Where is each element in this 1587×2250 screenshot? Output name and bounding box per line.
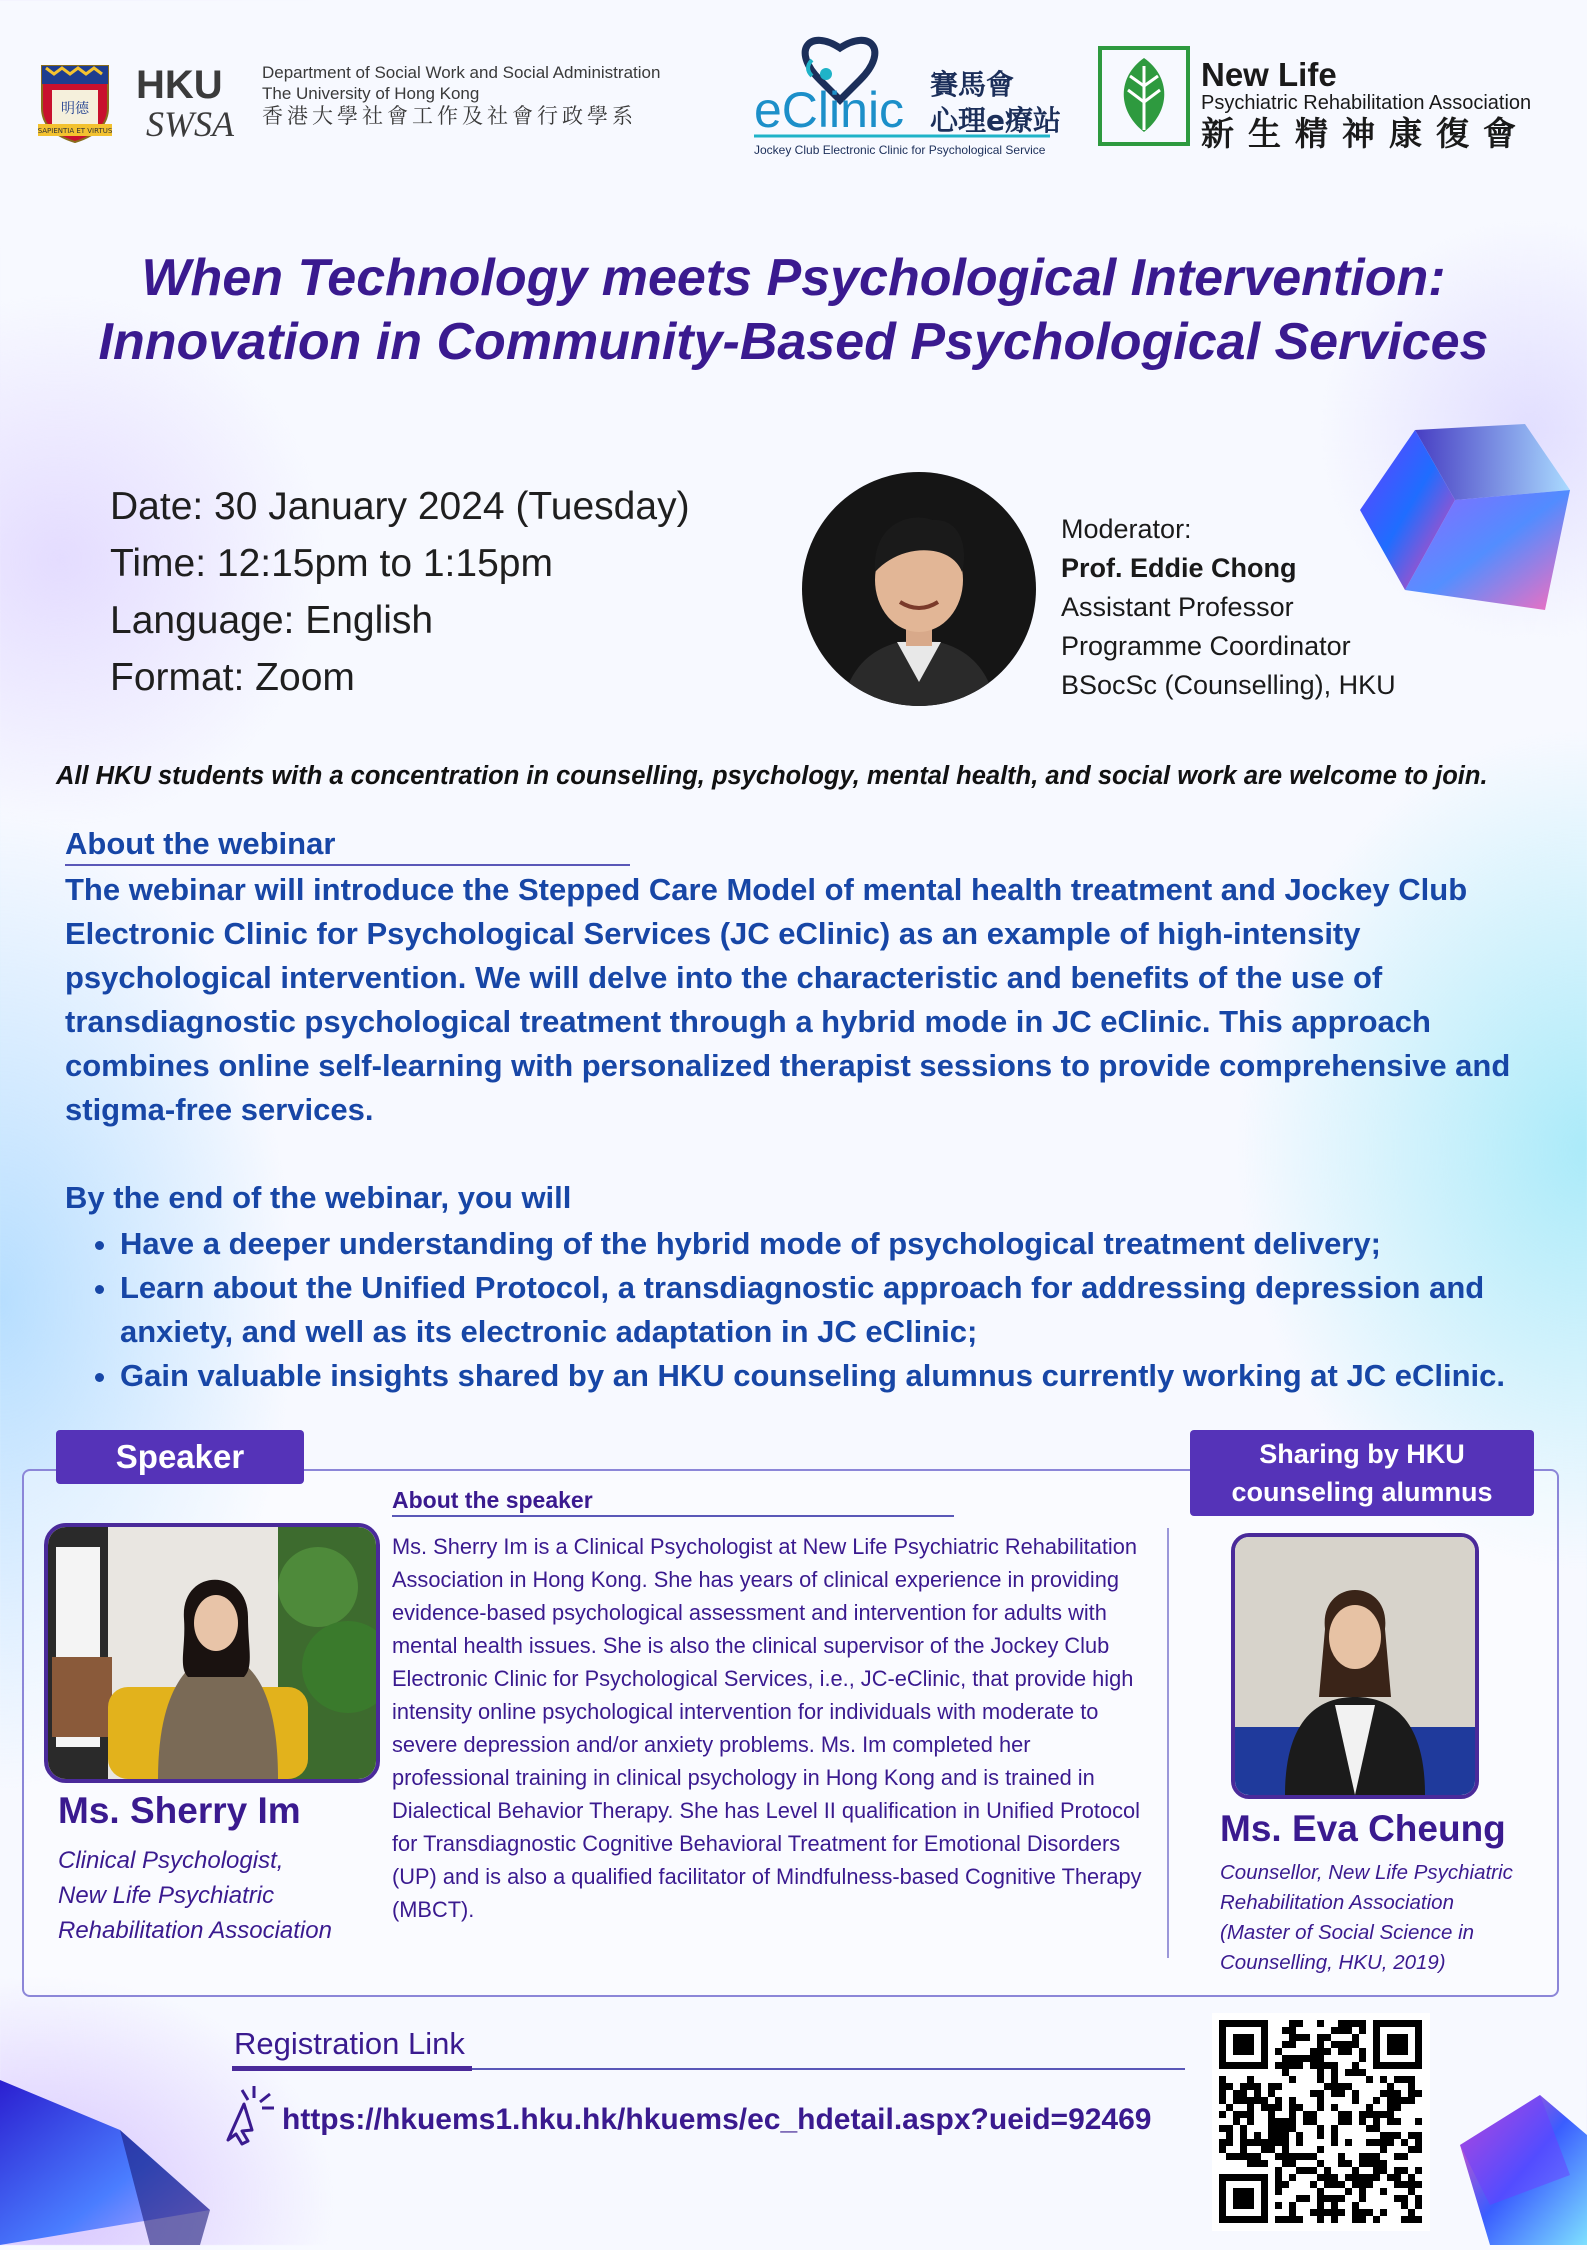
new-life-subtitle: Psychiatric Rehabilitation Association bbox=[1201, 92, 1532, 114]
alumnus-title-line2: Rehabilitation Association bbox=[1220, 1891, 1454, 1914]
department-en-line1: Department of Social Work and Social Administration bbox=[262, 63, 661, 82]
speaker-name: Ms. Sherry Im bbox=[58, 1790, 301, 1831]
alumnus-tab-line2: counseling alumnus bbox=[1231, 1477, 1493, 1507]
new-life-zh: 新生精神康復會 bbox=[1201, 115, 1530, 152]
outcomes-list bbox=[65, 1222, 1587, 1398]
moderator-label: Moderator: bbox=[1061, 514, 1192, 544]
registration-qr-code[interactable] bbox=[1212, 2013, 1430, 2231]
new-life-title: New Life bbox=[1201, 56, 1337, 93]
event-format: Format: Zoom bbox=[110, 656, 355, 699]
event-date: Date: 30 January 2024 (Tuesday) bbox=[110, 485, 690, 528]
alumnus-name: Ms. Eva Cheung bbox=[1220, 1808, 1506, 1849]
title-line1: When Technology meets Psychological Intervention: bbox=[141, 249, 1446, 307]
new-life-leaf-logo bbox=[1098, 46, 1190, 146]
hku-crest-motto: SAPIENTIA ET VIRTUS bbox=[38, 127, 112, 135]
decorative-cube-image bbox=[0, 2060, 220, 2245]
swsa-wordmark-text: SWSA bbox=[146, 104, 234, 142]
outcome-item: • Gain valuable insights shared by an HKU counseling alumnus currently working at JC eClinic. bbox=[120, 1354, 1587, 1398]
alumnus-title bbox=[1220, 1858, 1550, 1978]
outcome-item: • Learn about the Unified Protocol, a transdiagnostic approach for addressing depression and anxiety, and well as its electronic adaptation in JC eClinic; bbox=[120, 1266, 1587, 1354]
registration-underline-accent bbox=[232, 2066, 472, 2071]
heading-underline bbox=[392, 1515, 954, 1517]
decorative-cube-image bbox=[1355, 420, 1580, 620]
eclinic-wordmark: eClinic bbox=[754, 82, 905, 138]
hku-crest-logo bbox=[38, 58, 112, 144]
speaker-title: Clinical Psychologist, New Life Psychiatric Rehabilitation Association bbox=[58, 1847, 332, 1944]
event-details bbox=[110, 478, 690, 706]
department-name bbox=[262, 62, 660, 130]
alumnus-tab-line1: Sharing by HKU bbox=[1259, 1439, 1465, 1469]
alumnus-title-line4: Counselling, HKU, 2019) bbox=[1220, 1951, 1446, 1974]
alumnus-title-line1: Counsellor, New Life Psychiatric bbox=[1220, 1861, 1513, 1884]
alumnus-tab-label bbox=[1190, 1430, 1534, 1516]
outcomes-heading: By the end of the webinar, you will bbox=[65, 1180, 572, 1215]
svg-text:明德: 明德 bbox=[61, 101, 89, 117]
about-speaker-body: Ms. Sherry Im is a Clinical Psychologist at New Life Psychiatric Rehabilitation Association in Hong Kong. She has years of clinical experience in providing evidence-based psychological assessment and intervention for adults with mental health issues. She is also the clinical supervisor of the Jockey Club Electronic Clinic for Psychological Services, i.e., JC-eClinic, that provide high intensity online psychological intervention for individuals with moderate to severe depression and/or anxiety problems. Ms. Im completed her professional training in clinical psychology in Hong Kong and is trained in Dialectical Behavior Therapy. She has Level II qualification in Unified Protocol for Transdiagnostic Cognitive Behavioral Treatment for Emotional Disorders (UP) and is also a qualified facilitator of Mindfulness-based Cognitive Therapy (MBCT). bbox=[392, 1534, 1142, 1922]
welcome-note: All HKU students with a concentration in counselling, psychology, mental health, and social work are welcome to join. bbox=[56, 762, 1488, 790]
about-webinar-heading: About the webinar bbox=[65, 826, 336, 861]
moderator-photo bbox=[802, 472, 1036, 706]
new-life-name bbox=[1201, 58, 1531, 154]
department-zh: 香港大學社會工作及社會行政學系 bbox=[262, 105, 637, 128]
moderator-info bbox=[1061, 510, 1396, 705]
moderator-name: Prof. Eddie Chong bbox=[1061, 553, 1297, 583]
hku-wordmark-text: HKU bbox=[136, 63, 223, 107]
alumnus-title-line3: (Master of Social Science in bbox=[1220, 1921, 1475, 1944]
department-en-line2: The University of Hong Kong bbox=[262, 84, 480, 103]
speaker-tab-label: Speaker bbox=[56, 1430, 304, 1484]
hku-swsa-wordmark bbox=[132, 60, 260, 142]
title-line2: Innovation in Community-Based Psychological Services bbox=[98, 313, 1489, 371]
eclinic-zh-line2: 心理e療站 bbox=[930, 104, 1060, 137]
webinar-title bbox=[40, 246, 1547, 374]
eclinic-logo bbox=[750, 30, 1060, 160]
eclinic-zh-line1: 賽馬會 bbox=[930, 68, 1015, 101]
event-time: Time: 12:15pm to 1:15pm bbox=[110, 542, 553, 585]
click-cursor-icon bbox=[214, 2084, 276, 2146]
about-speaker-heading: About the speaker bbox=[392, 1487, 593, 1513]
heading-underline bbox=[65, 864, 630, 866]
decorative-cube-image bbox=[1450, 2085, 1587, 2245]
about-webinar-body: The webinar will introduce the Stepped Care Model of mental health treatment and Jockey Club Electronic Clinic for Psychological Services (JC eClinic) as an example of high-intensity psychological intervention. We will delve into the characteristic and benefits of the use of transdiagnostic psychological treatment through a hybrid mode in JC eClinic. This approach combines online self-learning with personalized therapist sessions to provide comprehensive and stigma-free services. bbox=[65, 872, 1511, 1127]
section-divider bbox=[1167, 1528, 1169, 1958]
registration-link[interactable]: https://hkuems1.hku.hk/hkuems/ec_hdetail.aspx?ueid=92469 bbox=[282, 2103, 1152, 2136]
speaker-photo bbox=[44, 1523, 380, 1783]
event-language: Language: English bbox=[110, 599, 434, 642]
eclinic-caption: Jockey Club Electronic Clinic for Psychological Service bbox=[754, 143, 1046, 157]
moderator-role2: Programme Coordinator bbox=[1061, 631, 1351, 661]
outcome-item: • Have a deeper understanding of the hybrid mode of psychological treatment delivery; bbox=[120, 1222, 1587, 1266]
alumnus-photo bbox=[1231, 1533, 1479, 1799]
moderator-role3: BSocSc (Counselling), HKU bbox=[1061, 670, 1396, 700]
moderator-role1: Assistant Professor bbox=[1061, 592, 1294, 622]
registration-heading: Registration Link bbox=[234, 2026, 465, 2061]
